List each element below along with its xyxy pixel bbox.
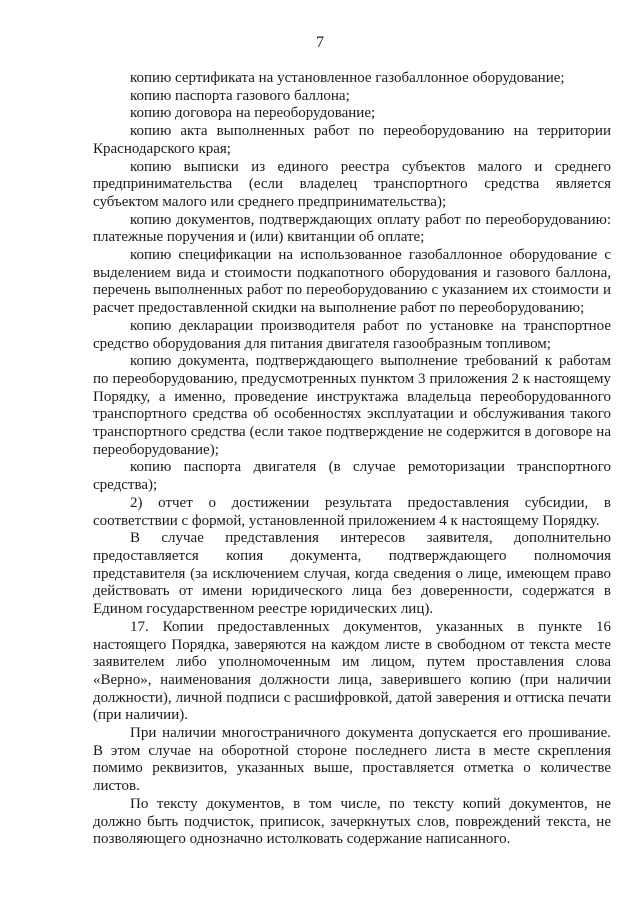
paragraph-payment-documents: копию документов, подтверждающих оплату работ по переоборудованию: платежные поручения и (или) квитанции об оплате;	[93, 211, 611, 246]
paragraph-registry-extract: копию выписки из единого реестра субъектов малого и среднего предпринимательства (если владелец транспортного средства является субъектом малого или среднего предпринимательства);	[93, 158, 611, 210]
paragraph-conversion-contract: копию договора на переоборудование;	[130, 105, 376, 122]
page-number: 7	[316, 34, 324, 51]
paragraph-work-act: копию акта выполненных работ по переоборудованию на территории Краснодарского края;	[93, 123, 611, 157]
paragraph-item-17-certification: 17. Копии предоставленных документов, указанных в пункте 16 настоящего Порядка, заверяются на каждом листе в свободном от текста месте заявителем либо уполномоченным им лицом, путем проставления слова «Верно», наименования должности лица, заверившего копию (при наличии должности), личной подписи с расшифровкой, датой заверения и оттиска печати (при наличии).	[93, 618, 611, 724]
document-body	[93, 70, 611, 849]
paragraph-requirements-confirmation: копию документа, подтверждающего выполнение требований к работам по переоборудованию, предусмотренных пунктом 3 приложения 2 к настоящему Порядку, а именно, проведение инструктажа владельца переоборудованного транспортного средства об особенностях эксплуатации и обслуживания такого транспортного средства (если такое подтверждение не содержится в договоре на переоборудование);	[93, 353, 611, 458]
paragraph-multipage-binding: При наличии многостраничного документа допускается его прошивание. В этом случае на оборотной стороне последнего листа в месте скрепления помимо реквизитов, указанных выше, проставляется отметка о количестве листов.	[93, 725, 611, 795]
paragraph-equipment-specification: копию спецификации на использованное газобаллонное оборудование с выделением вида и стоимости подкапотного оборудования и газового баллона, перечень выполненных работ по переоборудованию с указанием их стоимости и расчет предоставленной скидки на выполнение работ по переоборудованию;	[93, 247, 611, 317]
paragraph-no-corrections: По тексту документов, в том числе, по тексту копий документов, не должно быть подчисток, приписок, зачеркнутых слов, повреждений текста, не позволяющего однозначно истолковать содержание написанного.	[93, 795, 611, 848]
paragraph-result-report: 2) отчет о достижении результата предоставления субсидии, в соответствии с формой, установленной приложением 4 к настоящему Порядку.	[93, 494, 611, 529]
paragraph-certificate-copy: копию сертификата на установленное газобаллонное оборудование;	[130, 70, 565, 86]
paragraph-gas-cylinder-passport: копию паспорта газового баллона;	[130, 87, 350, 104]
paragraph-representative-authority: В случае представления интересов заявителя, дополнительно предоставляется копия документа, подтверждающего полномочия представителя (за исключением случая, когда сведения о лице, имеющем право действовать от имени юридического лица без доверенности, содержатся в Едином государственном реестре юридических лиц).	[93, 530, 611, 618]
paragraph-engine-passport: копию паспорта двигателя (в случае ремоторизации транспортного средства);	[93, 459, 611, 494]
paragraph-manufacturer-declaration: копию декларации производителя работ по установке на транспортное средство оборудования для питания двигателя газообразным топливом;	[93, 317, 611, 352]
